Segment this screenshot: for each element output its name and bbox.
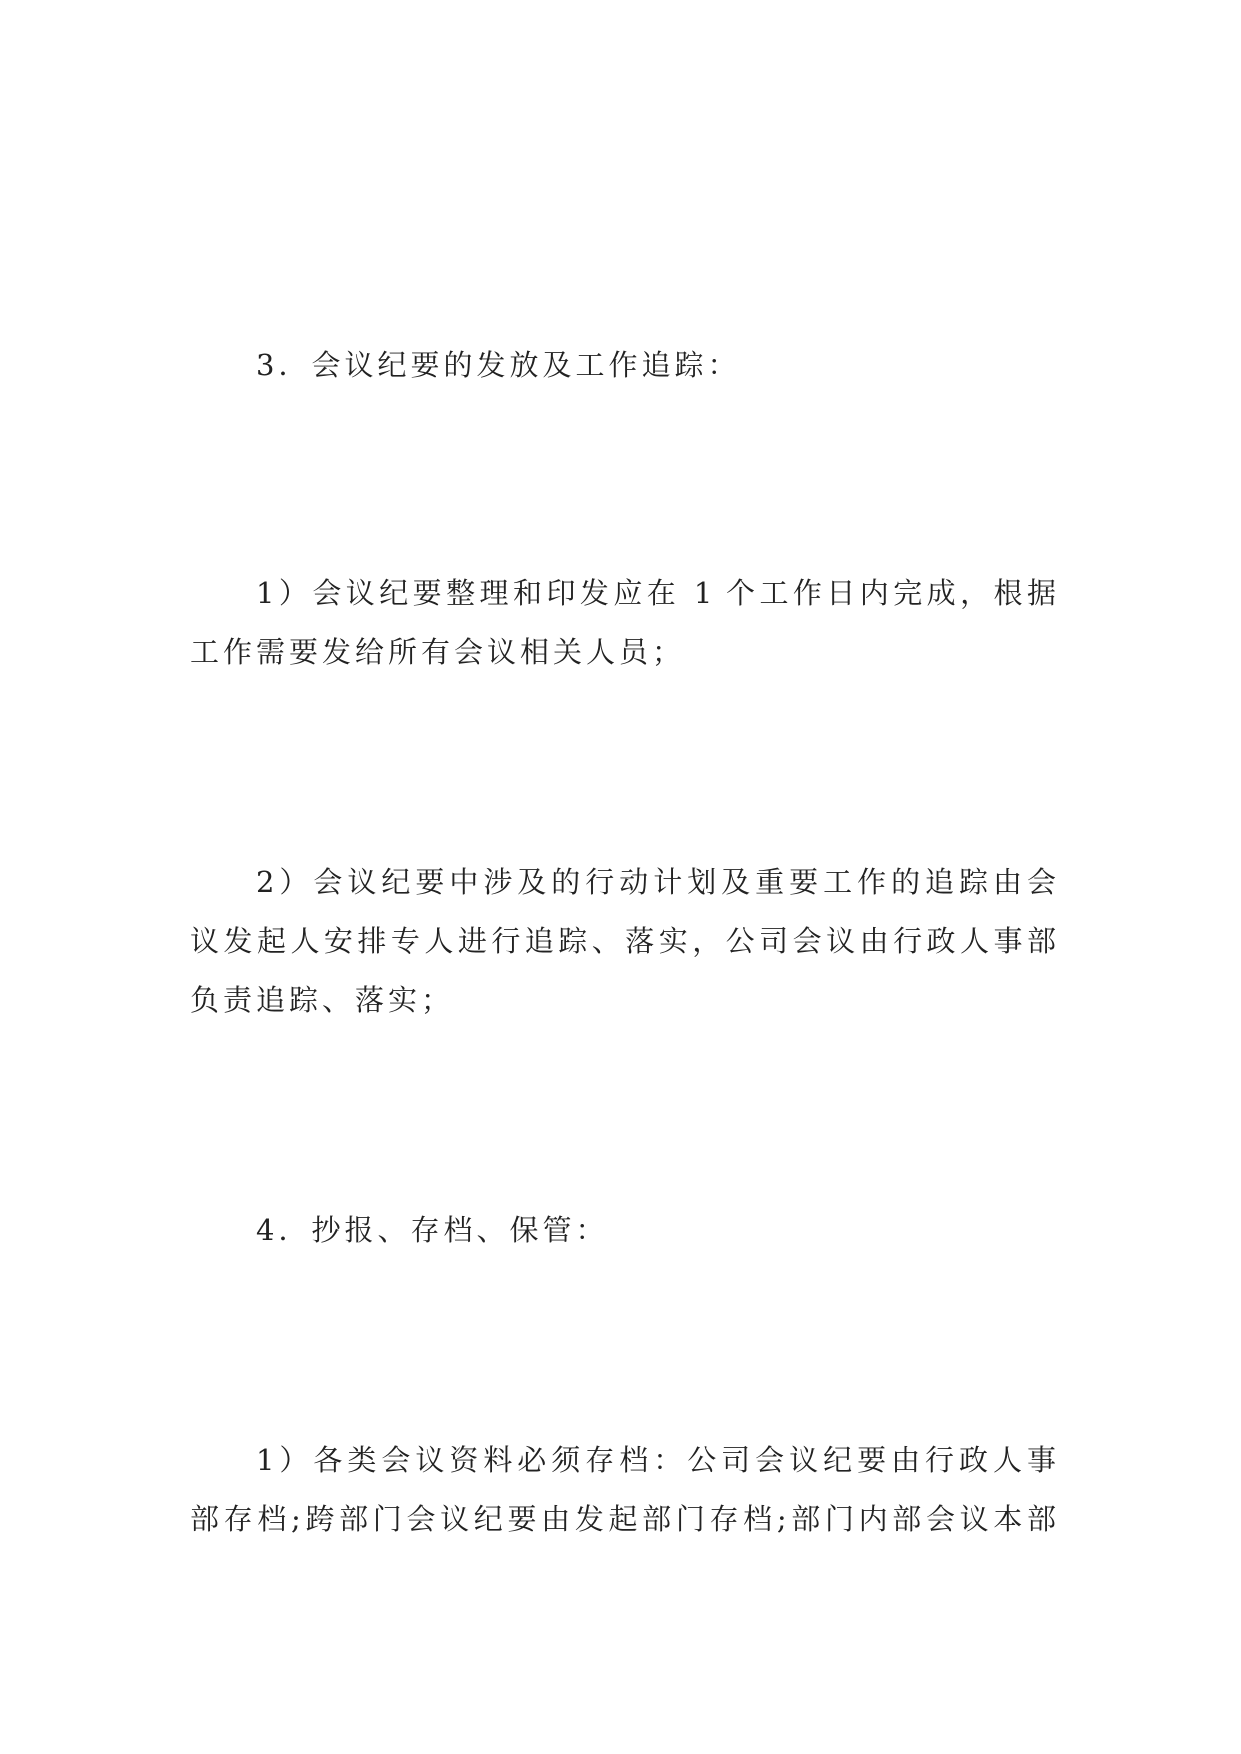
section-heading-4 (190, 1201, 1056, 1260)
paragraph-line: 1）会议纪要整理和印发应在 1 个工作日内完成，根据 (256, 576, 1056, 610)
paragraph-4-1 (190, 1431, 1056, 1549)
paragraph-line: 工作需要发给所有会议相关人员； (190, 635, 686, 669)
paragraph-line: 负责追踪、落实； (190, 983, 455, 1017)
paragraph-line: 2）会议纪要中涉及的行动计划及重要工作的追踪由会 (256, 865, 1056, 899)
paragraph-3-1 (190, 564, 1056, 682)
section-heading-3 (190, 336, 1056, 395)
paragraph-line: 部存档;跨部门会议纪要由发起部门存档;部门内部会议本部 (190, 1502, 1056, 1536)
paragraph-3-2 (190, 853, 1056, 1030)
paragraph-line: 3．会议纪要的发放及工作追踪： (256, 348, 741, 382)
paragraph-line: 议发起人安排专人进行追踪、落实，公司会议由行政人事部 (190, 924, 1056, 958)
paragraph-line: 1）各类会议资料必须存档：公司会议纪要由行政人事 (256, 1443, 1056, 1477)
paragraph-line: 4．抄报、存档、保管： (256, 1213, 609, 1247)
